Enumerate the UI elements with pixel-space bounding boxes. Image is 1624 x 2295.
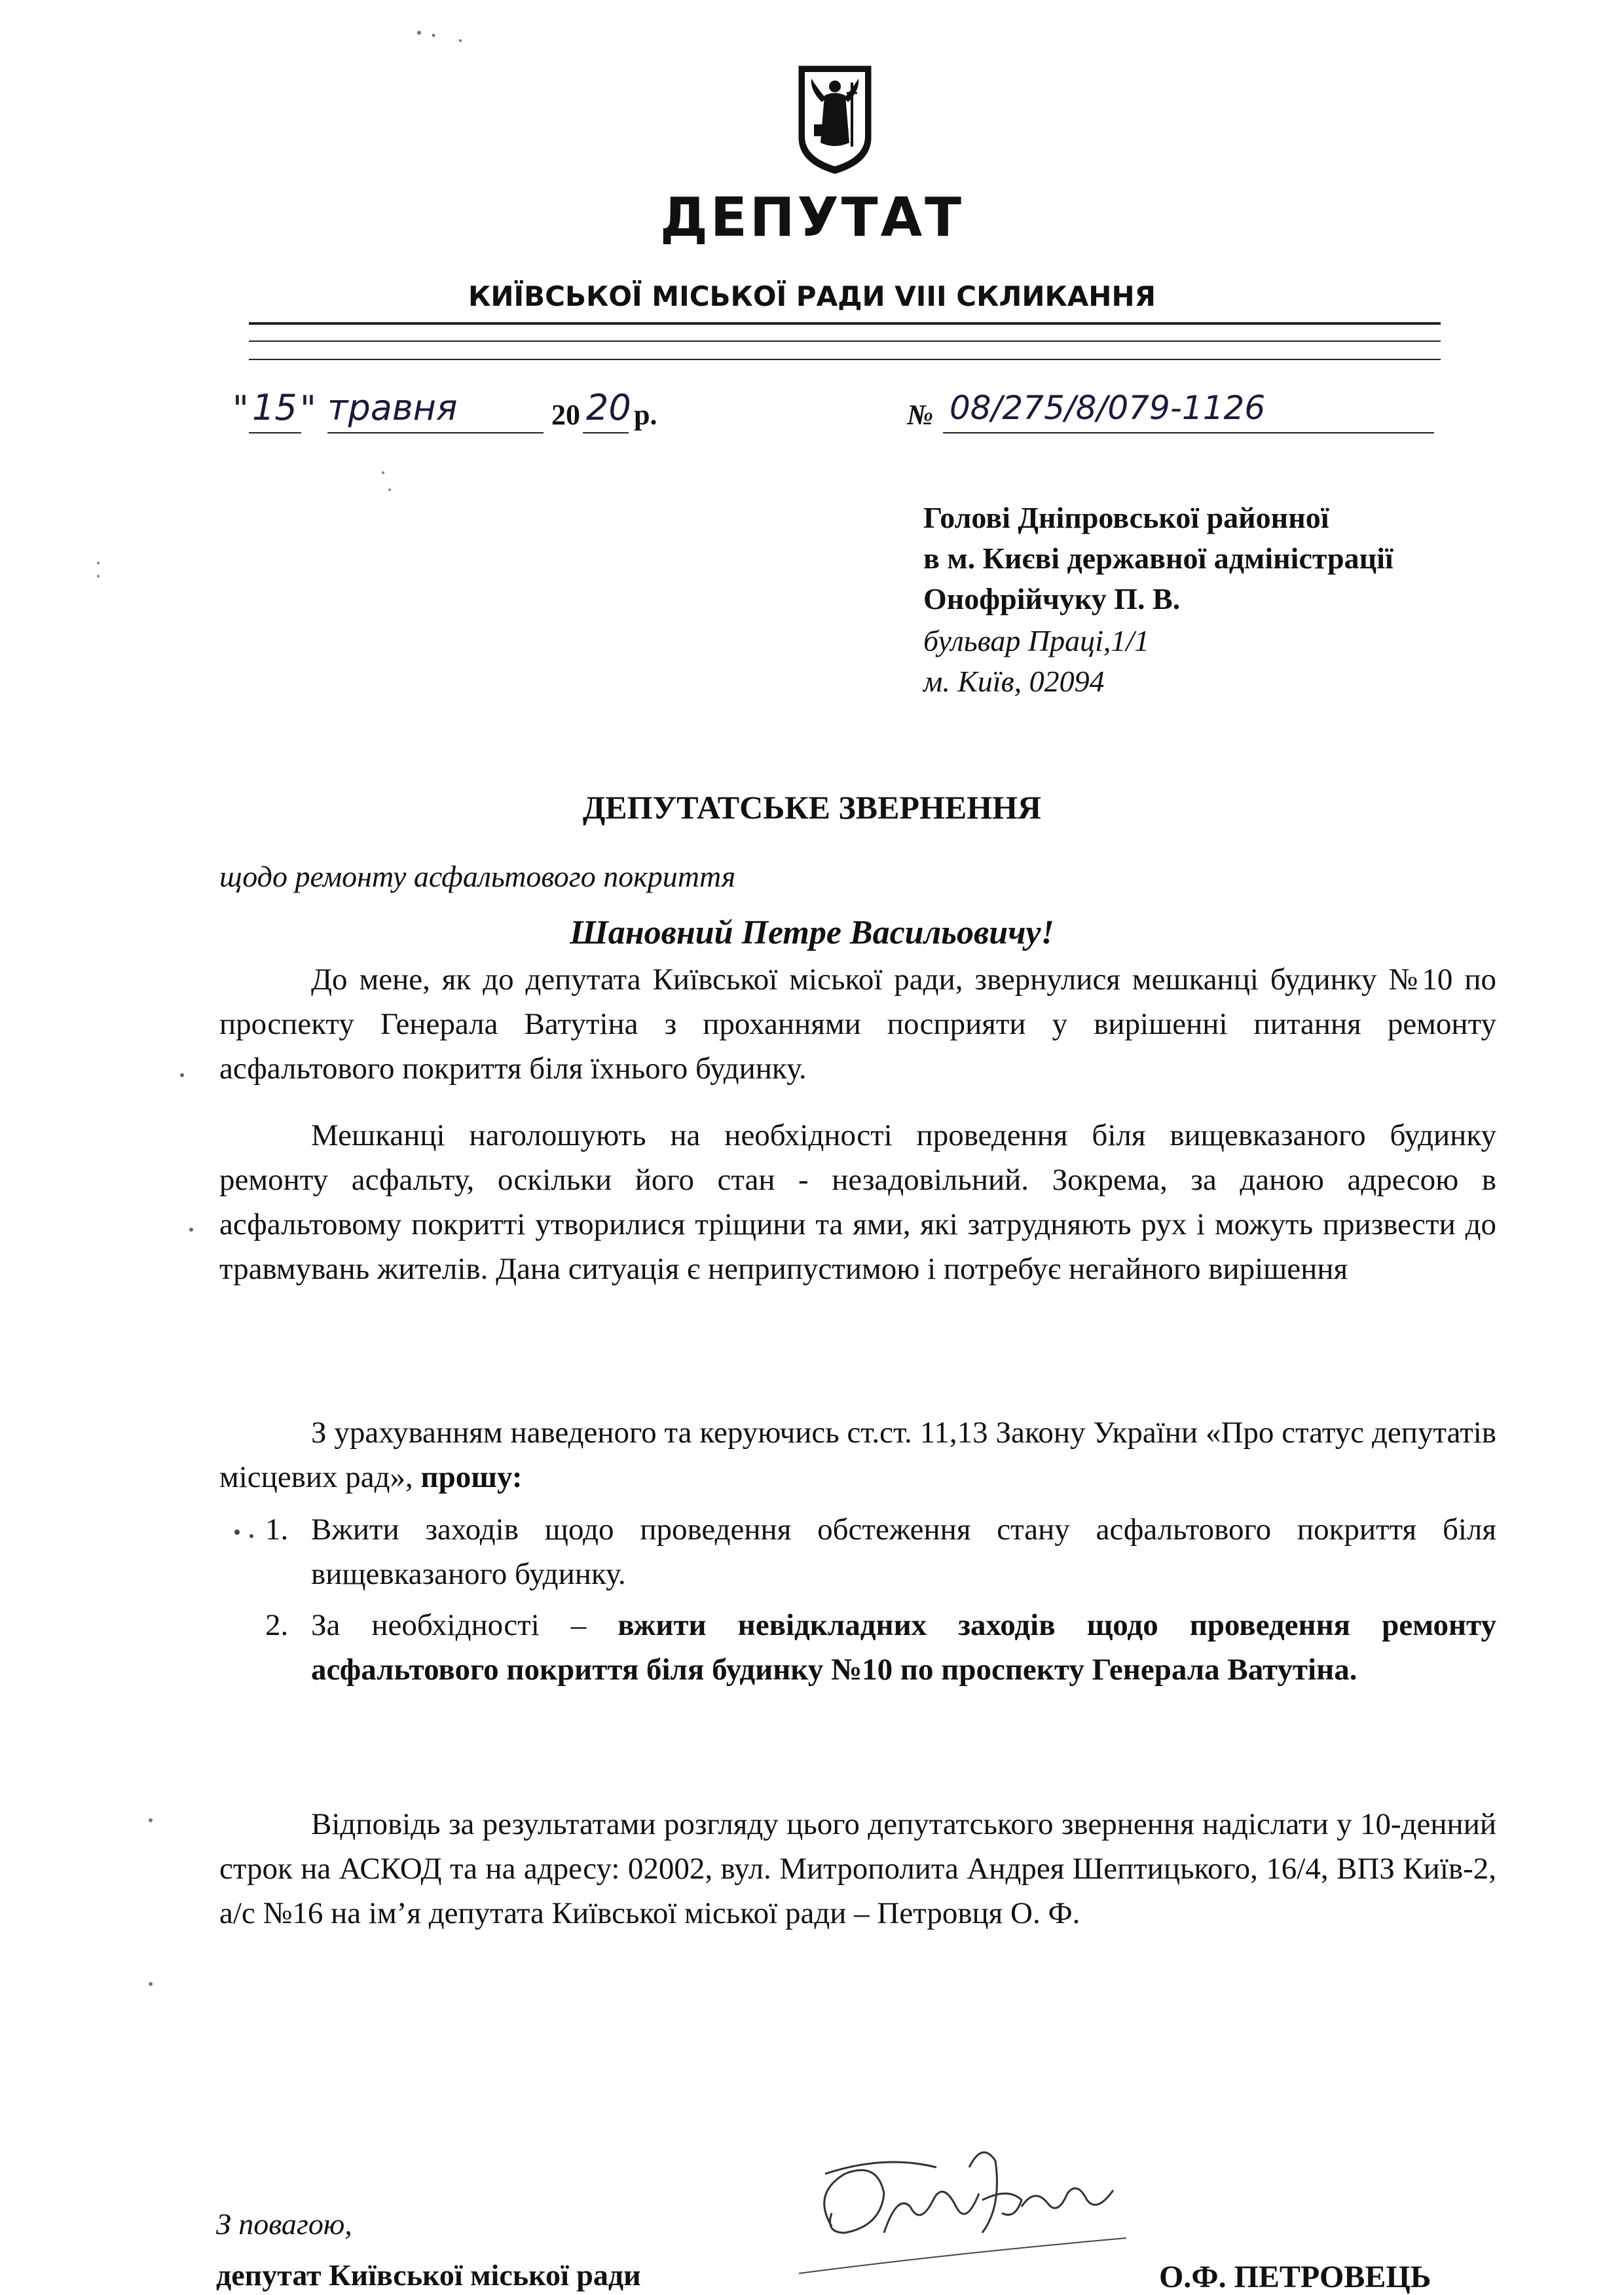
header-rule — [249, 322, 1441, 325]
list-item-bold-text: вжити невідкладних заходів щодо проведення ремонту асфальтового покриття біля будинку №10 по проспекту Генерала Ватутіна. — [311, 1608, 1497, 1687]
date-close-quote: " — [300, 388, 316, 430]
header-rule — [249, 359, 1441, 360]
list-item-text — [311, 1603, 1496, 1692]
header-rule — [249, 340, 1441, 342]
response-instructions: Відповідь за результатами розгляду цього депутатського звернення надіслати у 10-денний строк на АСКОД та на адресу: 02002, вул. Митрополита Андрея Шептицького, 16/4, ВПЗ Київ-2, а/с №16 на ім’я депутата Київської міської ради – Петровця О. Ф. — [219, 1807, 1496, 1930]
number-value: 08/275/8/079-1126 — [950, 389, 1266, 427]
date-underline — [583, 432, 629, 433]
addressee-line: в м. Києві державної адміністрації — [923, 542, 1393, 575]
list-item — [219, 1603, 1496, 1692]
body-paragraph: Мешканці наголошують на необхідності проведення біля вищевказаного будинку ремонту асфальту, оскільки його стан - незадовільний. Зокрема, за даною адресою в асфальтовому покритті утворилися тріщини та ями, які затрудняють рух і можуть призвести до травмувань жителів. Дана ситуація є неприпустимою і потребує негайного вирішення — [219, 1118, 1496, 1286]
paragraph-text: З урахуванням наведеного та керуючись ст.ст. 11,13 Закону України «Про статус депутатів місцевих рад», — [219, 1416, 1496, 1494]
addressee-name: Онофрійчуку П. В. — [923, 582, 1181, 615]
body-paragraph — [219, 1410, 1496, 1499]
list-item-text: Вжити заходів щодо проведення обстеження стану асфальтового покриття біля вищевказаного будинку. — [311, 1513, 1496, 1591]
closing-regards: З повагою, — [216, 2207, 352, 2241]
date-open-quote: " — [232, 388, 249, 430]
request-word: прошу: — [420, 1460, 523, 1494]
kyiv-coat-of-arms-icon — [796, 64, 874, 175]
list-item-number: 2. — [265, 1608, 289, 1642]
document-subject: щодо ремонту асфальтового покриття — [219, 860, 736, 893]
number-prefix: № — [907, 399, 934, 431]
list-item — [219, 1507, 1496, 1596]
number-underline — [943, 432, 1434, 433]
handwritten-signature — [786, 2128, 1153, 2292]
header-subtitle: КИЇВСЬКОЇ МІСЬКОЇ РАДИ VIII СКЛИКАННЯ — [468, 280, 1156, 312]
date-year-prefix: 20 — [551, 399, 580, 431]
addressee-line: Голові Дніпровської районної — [923, 501, 1329, 534]
header-title: ДЕПУТАТ — [659, 187, 965, 249]
signer-position: депутат Київської міської ради — [216, 2258, 641, 2292]
date-month: травня — [327, 387, 458, 428]
addressee-street: бульвар Праці,1/1 — [923, 624, 1150, 657]
date-year-suffix: 20 — [586, 387, 631, 428]
date-underline — [327, 432, 544, 433]
addressee-city: м. Київ, 02094 — [923, 665, 1105, 698]
date-day: 15 — [252, 387, 297, 428]
list-item-number: 1. — [265, 1513, 289, 1547]
document-title: ДЕПУТАТСЬКЕ ЗВЕРНЕННЯ — [582, 789, 1042, 826]
body-paragraph: До мене, як до депутата Київської міської ради, звернулися мешканці будинку №10 по проспекту Генерала Ватутіна з проханнями посприяти у вирішенні питання ремонту асфальтового покриття біля їхнього будинку. — [219, 963, 1496, 1086]
signer-name: О.Ф. ПЕТРОВЕЦЬ — [1159, 2260, 1431, 2294]
date-underline — [249, 432, 301, 433]
list-item-prefix: За необхідності – — [311, 1608, 587, 1642]
date-year-abbr: р. — [634, 399, 657, 431]
greeting: Шановний Петре Васильовичу! — [570, 914, 1054, 951]
